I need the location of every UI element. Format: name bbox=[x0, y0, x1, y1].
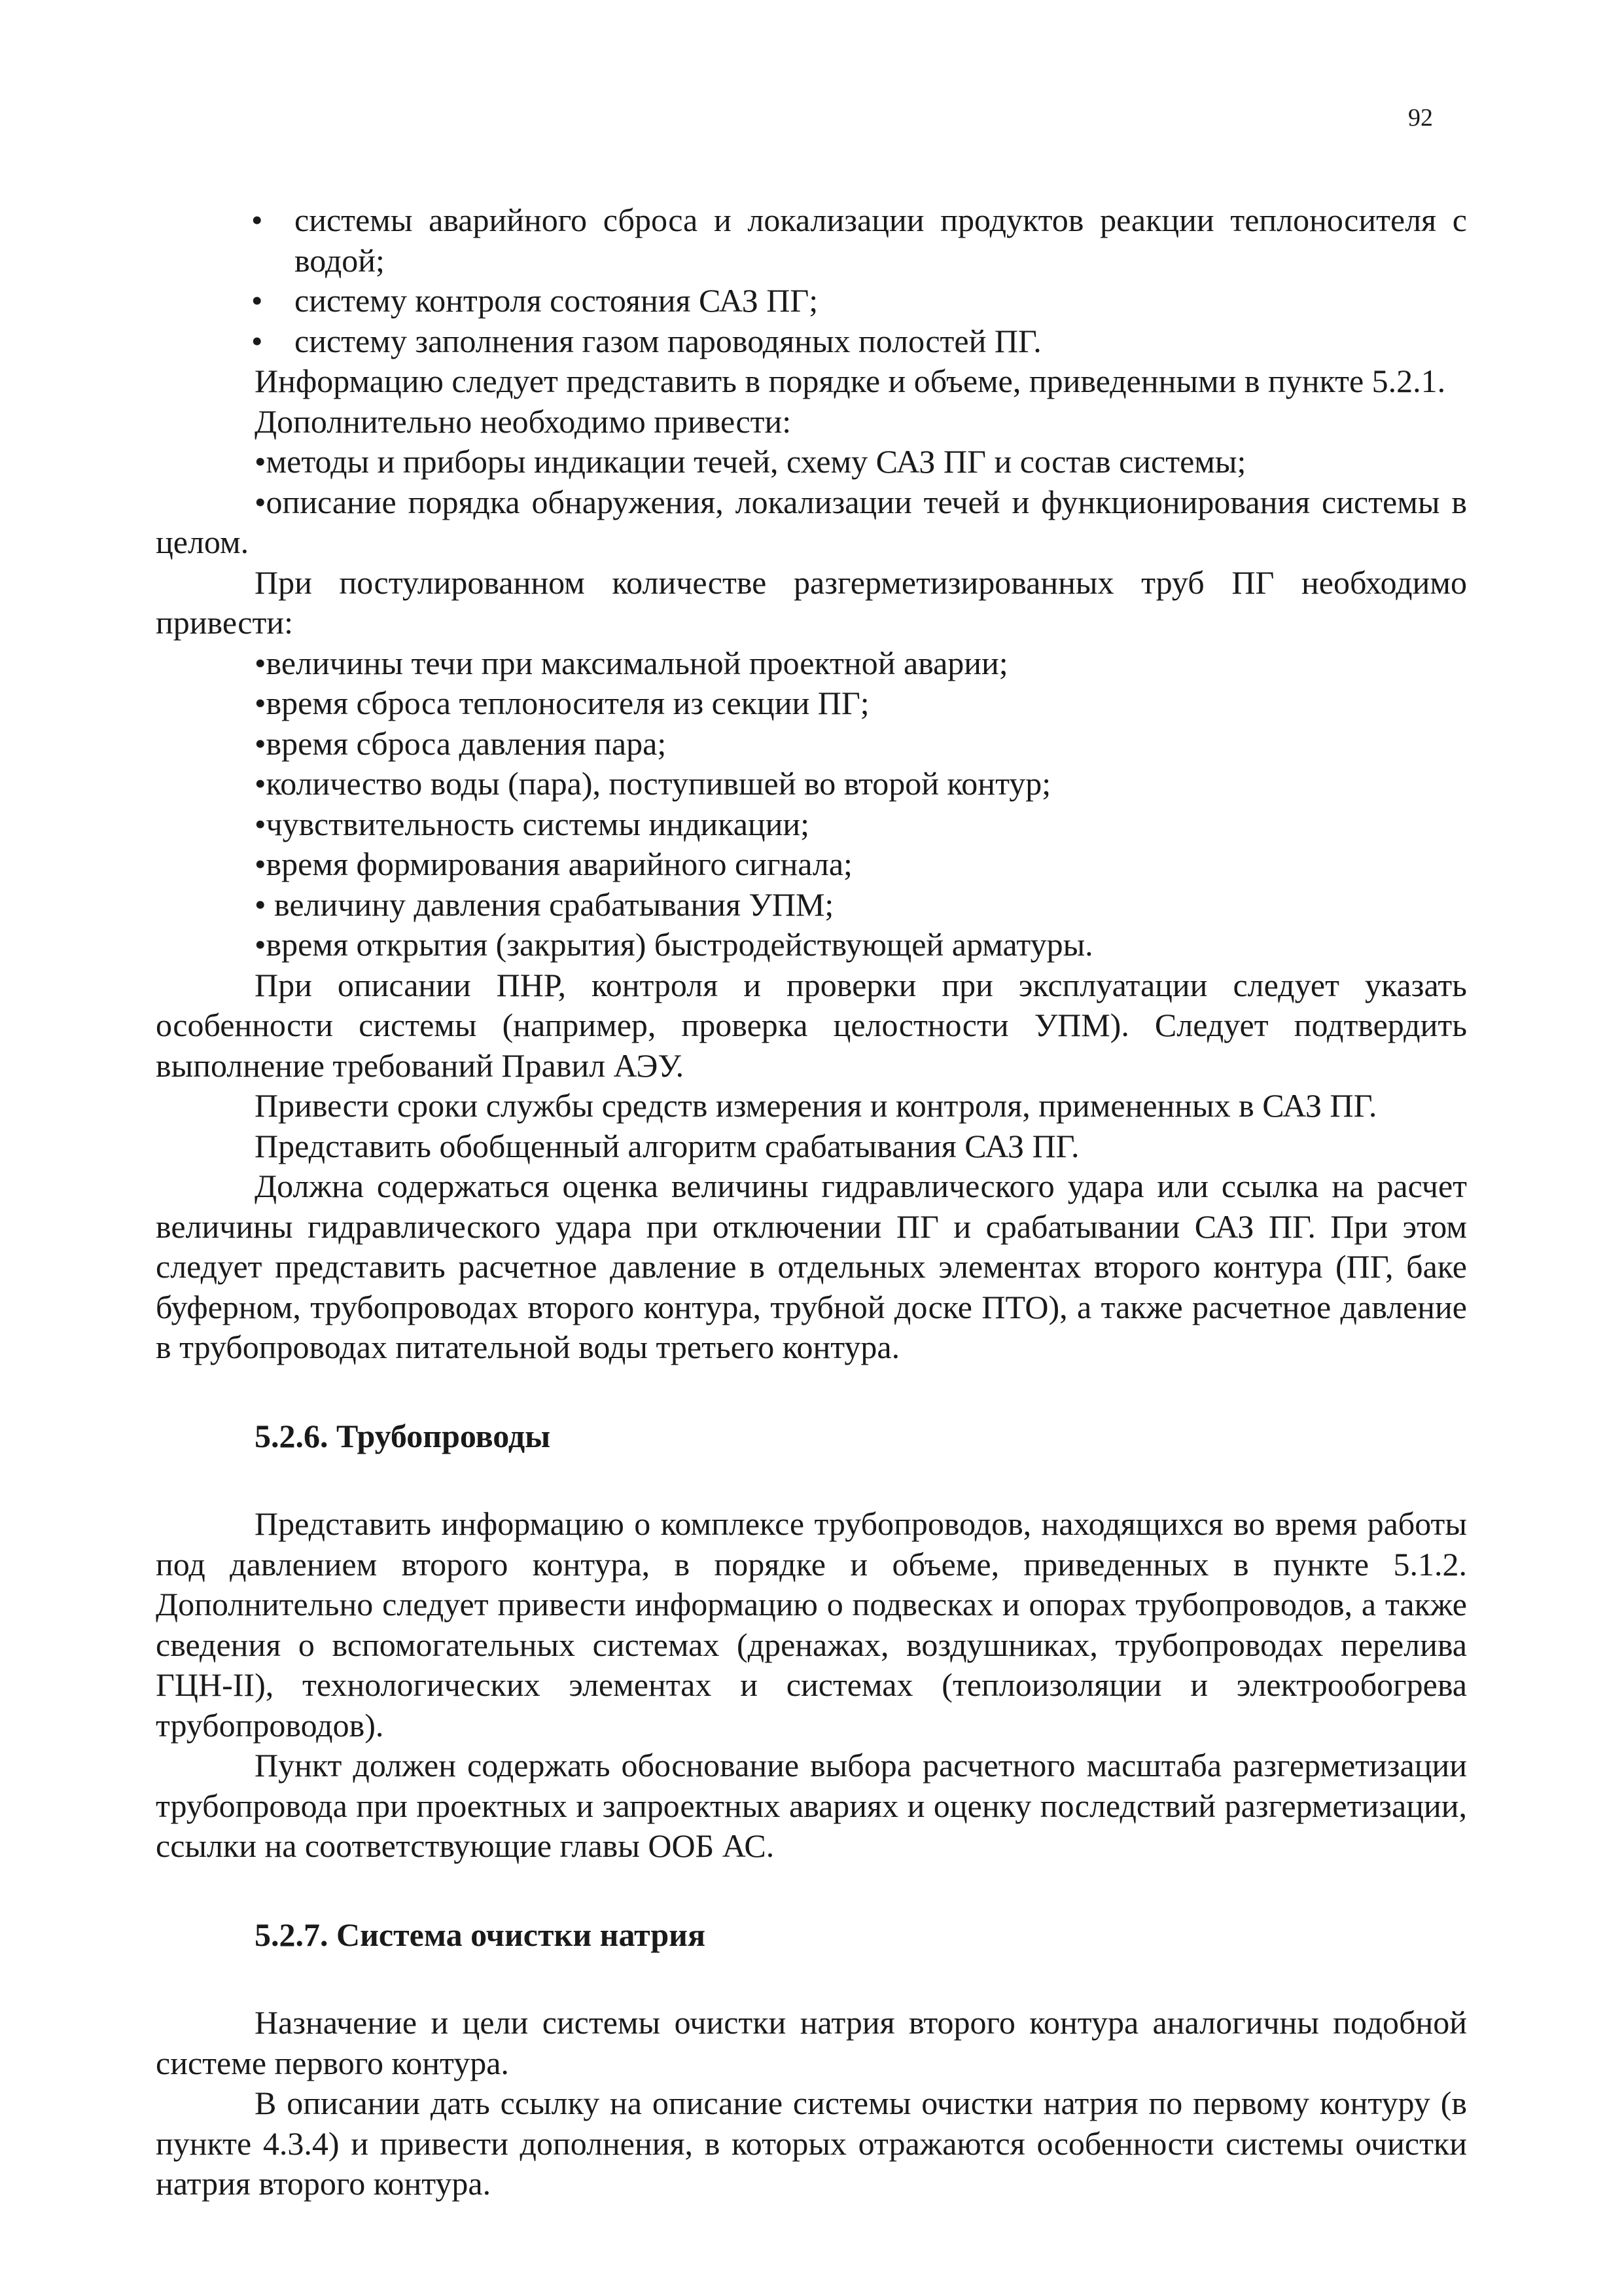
document-body bbox=[156, 200, 1467, 2204]
bullet-icon: • bbox=[251, 322, 263, 359]
bullet-icon: • bbox=[255, 644, 266, 681]
list-item: • величину давления срабатывания УПМ; bbox=[255, 886, 834, 923]
page-number: 92 bbox=[1408, 104, 1433, 132]
bullet-icon: • bbox=[255, 765, 266, 802]
paragraph: Представить обобщенный алгоритм срабатывания САЗ ПГ. bbox=[255, 1127, 1080, 1164]
paragraph: Привести сроки службы средств измерения и контроля, примененных в САЗ ПГ. bbox=[255, 1087, 1377, 1124]
bullet-icon: • bbox=[255, 483, 266, 520]
list-item: • системы аварийного сброса и локализации продуктов реакции теплоносителя с водой; bbox=[251, 202, 1467, 279]
section-heading: 5.2.7. Система очистки натрия bbox=[255, 1916, 706, 1953]
list-item: •время открытия (закрытия) быстродействующей арматуры. bbox=[255, 926, 1093, 963]
paragraph: Назначение и цели системы очистки натрия второго контура аналогичны подобной системе первого контура. bbox=[156, 2004, 1467, 2081]
list-item: • систему контроля состояния САЗ ПГ; bbox=[156, 281, 1467, 321]
list-item: • систему заполнения газом пароводяных полостей ПГ. bbox=[156, 321, 1467, 362]
list-item: •методы и приборы индикации течей, схему САЗ ПГ и состав системы; bbox=[255, 443, 1246, 480]
bullet-icon: • bbox=[251, 282, 263, 319]
paragraph: Представить информацию о комплексе трубопроводов, находящихся во время работы под давлением второго контура, в порядке и объеме, приведенных в пункте 5.1.2. Дополнительно следует привести информацию о подвесках и опорах трубопроводов, а также сведения о вспомогательных системах (дренажах, воздушниках, трубопроводах перелива ГЦН-II), технологических элементах и системах (теплоизоляции и электрообогрева трубопроводов). bbox=[156, 1505, 1467, 1744]
bullet-icon: • bbox=[255, 846, 266, 882]
section-heading: 5.2.6. Трубопроводы bbox=[255, 1417, 551, 1454]
bullet-icon: • bbox=[255, 926, 266, 963]
postulated-list bbox=[156, 643, 1467, 965]
list-item: •величины течи при максимальной проектной аварии; bbox=[255, 644, 1008, 681]
list-item: •чувствительность системы индикации; bbox=[255, 805, 810, 842]
paragraph: В описании дать ссылку на описание системы очистки натрия по первому контуру (в пункте 4.3.4) и привести дополнения, в которых отражаются особенности системы очистки натрия второго контура. bbox=[156, 2085, 1467, 2202]
list-item: •время формирования аварийного сигнала; bbox=[255, 846, 853, 882]
paragraph: Должна содержаться оценка величины гидравлического удара или ссылка на расчет величины гидравлического удара при отключении ПГ и срабатывании САЗ ПГ. При этом следует представить расчетное давление в отдельных элементах второго контура (ПГ, баке буферном, трубопроводах второго контура, трубной доске ПТО), а также расчетное давление в трубопроводах питательной воды третьего контура. bbox=[156, 1168, 1467, 1365]
bullet-icon: • bbox=[255, 685, 266, 721]
paragraph: При описании ПНР, контроля и проверки при эксплуатации следует указать особенности системы (например, проверка целостности УПМ). Следует подтвердить выполнение требований Правил АЭУ. bbox=[156, 966, 1467, 1084]
paragraph: Пункт должен содержать обоснование выбора расчетного масштаба разгерметизации трубопровода при проектных и запроектных авариях и оценку последствий разгерметизации, ссылки на соответствующие главы ООБ АС. bbox=[156, 1747, 1467, 1864]
bullet-icon: • bbox=[255, 886, 275, 923]
paragraph: Информацию следует представить в порядке и объеме, приведенными в пункте 5.2.1. bbox=[255, 363, 1446, 399]
list-item: •время сброса давления пара; bbox=[255, 725, 667, 762]
top-bullet-list bbox=[156, 200, 1467, 361]
bullet-icon: • bbox=[255, 805, 266, 842]
paragraph: Дополнительно необходимо привести: bbox=[255, 403, 792, 440]
bullet-icon: • bbox=[255, 725, 266, 762]
list-item: •время сброса теплоносителя из секции ПГ; bbox=[255, 685, 870, 721]
bullet-icon: • bbox=[251, 202, 263, 238]
paragraph: При постулированном количестве разгерметизированных труб ПГ необходимо привести: bbox=[156, 564, 1467, 641]
list-item: •описание порядка обнаружения, локализации течей и функционирования системы в целом. bbox=[156, 483, 1467, 560]
bullet-icon: • bbox=[255, 443, 266, 480]
list-item: •количество воды (пара), поступившей во второй контур; bbox=[255, 765, 1051, 802]
